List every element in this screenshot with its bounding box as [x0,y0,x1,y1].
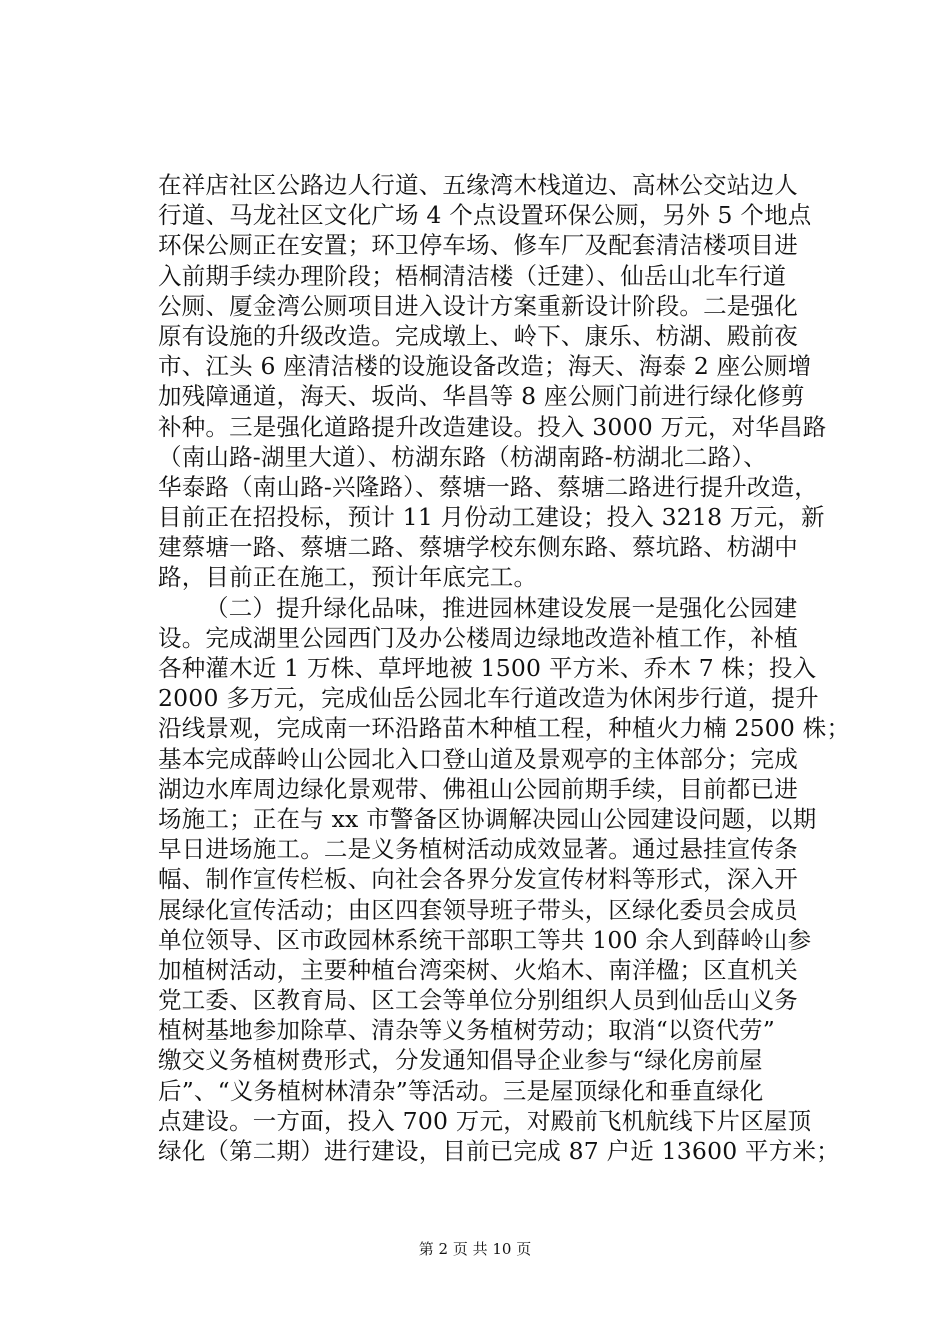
text-line: （南山路-湖里大道）、枋湖东路（枋湖南路-枋湖北二路）、 [158,442,767,471]
text-line: 沿线景观，完成南一环沿路苗木种植工程，种植火力楠 2500 株； [158,714,851,743]
text-line: 路，目前正在施工，预计年底完工。 [158,563,538,592]
text-line: 加植树活动，主要种植台湾栾树、火焰木、南洋楹；区直机关 [158,955,798,984]
text-line: 2000 多万元，完成仙岳公园北车行道改造为休闲步行道，提升 [158,684,819,713]
text-line: 行道、马龙社区文化广场 4 个点设置环保公厕，另外 5 个地点 [158,201,812,230]
text-line: 目前正在招投标，预计 11 月份动工建设；投入 3218 万元，新 [158,503,825,532]
text-line: 补种。三是强化道路提升改造建设。投入 3000 万元，对华昌路 [158,412,827,441]
text-line: 后”、“义务植树林清杂”等活动。三是屋顶绿化和垂直绿化 [158,1076,764,1105]
text-line: 党工委、区教育局、区工会等单位分别组织人员到仙岳山义务 [158,986,798,1015]
text-line: 湖边水库周边绿化景观带、佛祖山公园前期手续，目前都已进 [158,774,798,803]
text-line: 原有设施的升级改造。完成墩上、岭下、康乐、枋湖、殿前夜 [158,321,798,350]
text-line: 幅、制作宣传栏板、向社会各界分发宣传材料等形式，深入开 [158,865,798,894]
text-line: 场施工；正在与 xx 市警备区协调解决园山公园建设问题，以期 [158,804,817,833]
text-line: 缴交义务植树费形式，分发通知倡导企业参与“绿化房前屋 [158,1046,763,1075]
text-line: 植树基地参加除草、清杂等义务植树劳动；取消“以资代劳” [158,1016,775,1045]
text-line: 建蔡塘一路、蔡塘二路、蔡塘学校东侧东路、蔡坑路、枋湖中 [158,533,798,562]
text-line: 展绿化宣传活动；由区四套领导班子带头，区绿化委员会成员 [158,895,798,924]
body-text [158,170,858,1166]
text-line: 基本完成薛岭山公园北入口登山道及景观亭的主体部分；完成 [158,744,798,773]
text-line: 入前期手续办理阶段；梧桐清洁楼（迁建）、仙岳山北车行道 [158,261,787,290]
text-line: 市、江头 6 座清洁楼的设施设备改造；海天、海泰 2 座公厕增 [158,352,812,381]
page-footer: 第 2 页 共 10 页 [418,1240,532,1258]
text-line: 点建设。一方面，投入 700 万元，对殿前飞机航线下片区屋顶 [158,1106,812,1135]
text-line: 公厕、厦金湾公厕项目进入设计方案重新设计阶段。二是强化 [158,291,798,320]
text-line: 华泰路（南山路-兴隆路）、蔡塘一路、蔡塘二路进行提升改造， [158,472,818,501]
text-line: 在祥店社区公路边人行道、五缘湾木栈道边、高林公交站边人 [158,171,798,199]
text-line: 各种灌木近 1 万株、草坪地被 1500 平方米、乔木 7 株；投入 [158,654,817,682]
text-line: 早日进场施工。二是义务植树活动成效显著。通过悬挂宣传条 [158,835,798,864]
text-line: 单位领导、区市政园林系统干部职工等共 100 余人到薛岭山参 [158,925,812,954]
text-line: 加残障通道，海天、坂尚、华昌等 8 座公厕门前进行绿化修剪 [158,382,805,411]
text-line: 设。完成湖里公园西门及办公楼周边绿地改造补植工作，补植 [158,623,798,652]
text-line: 环保公厕正在安置；环卫停车场、修车厂及配套清洁楼项目进 [158,231,798,260]
paragraph-start-line: （二）提升绿化品味，推进园林建设发展一是强化公园建 [205,593,798,622]
text-line: 绿化（第二期）进行建设，目前已完成 87 户近 13600 平方米； [158,1137,840,1165]
